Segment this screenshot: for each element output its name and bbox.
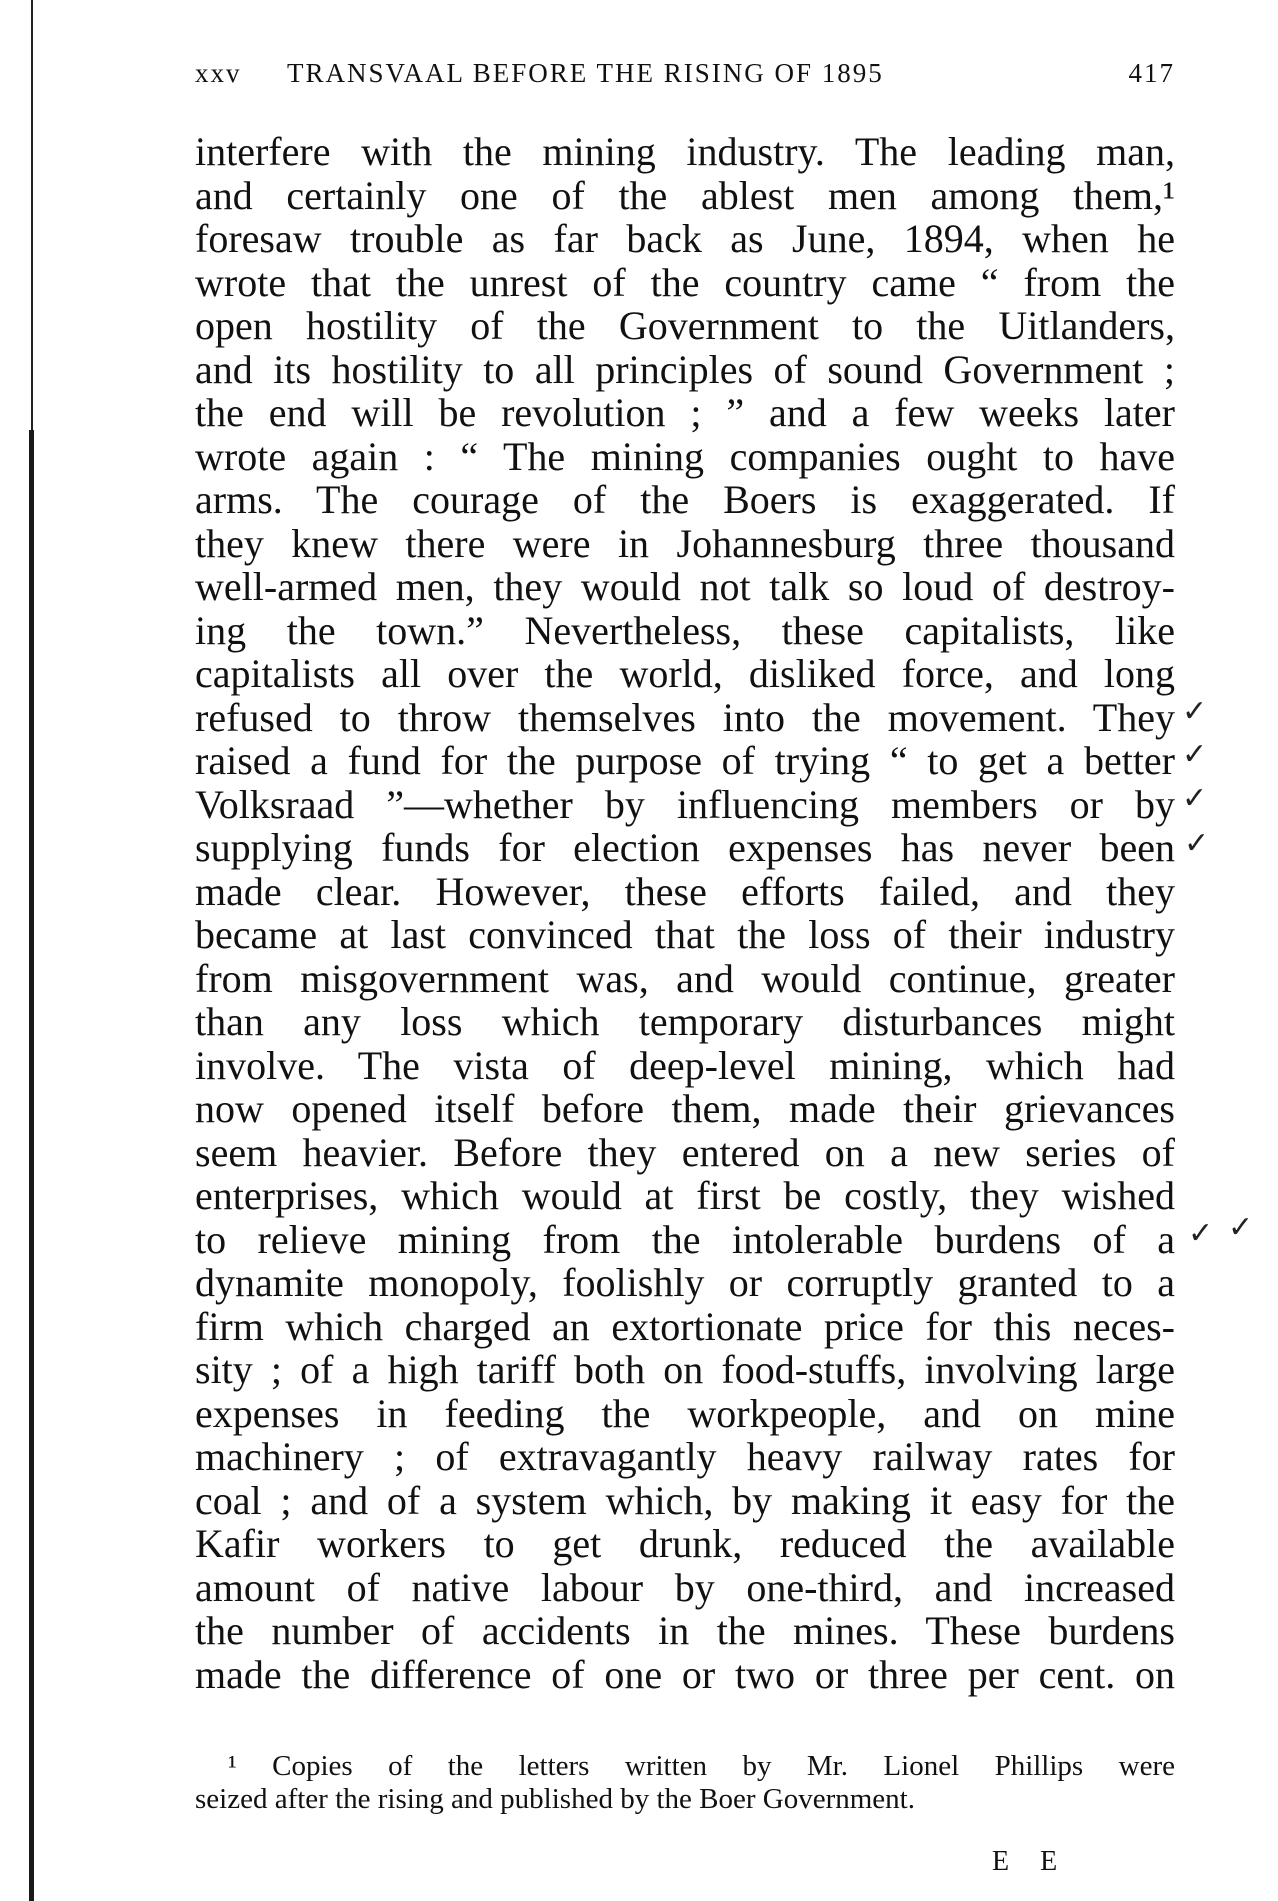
text-line: capitalists all over the world, disliked force, and long [195,651,1175,696]
text-line: now opened itself before them, made their grievances [195,1086,1175,1131]
text-line: and its hostility to all principles of sound Government ; [195,346,1175,392]
margin-check-mark-icon: ✓ [1184,826,1210,861]
text-line: wrote again : “ The mining companies ought to have [195,433,1175,479]
margin-check-mark-icon: ✓ [1182,781,1208,816]
text-line: machinery ; of extravagantly heavy railway rates for [195,1434,1175,1479]
text-line: to relieve mining from the intolerable burdens of a [195,1216,1175,1262]
footnote [195,1750,1175,1816]
text-line: enterprises, which would at first be costly, they wished [195,1173,1175,1218]
text-line: sity ; of a high tariff both on food-stuffs, involving large [195,1347,1175,1392]
text-line: ing the town.” Nevertheless, these capitalists, like [195,607,1175,653]
margin-check-mark-icon: ✓ [1182,737,1208,772]
text-line: seem heavier. Before they entered on a new series of [195,1129,1175,1175]
chapter-number: xxv [195,58,242,88]
body-text [195,130,1175,1696]
text-line: involve. The vista of deep-level mining, which had [195,1042,1175,1088]
text-line: the number of accidents in the mines. These burdens [195,1608,1175,1653]
text-line: interfere with the mining industry. The leading man, [195,129,1175,174]
running-head [195,58,1175,98]
text-line: coal ; and of a system which, by making it easy for the [195,1477,1175,1523]
text-line: well-armed men, they would not talk so loud of destroy- [195,564,1175,609]
text-line: firm which charged an extortionate price for this neces- [195,1303,1175,1349]
signature-mark: E E [992,1846,1070,1877]
text-line: the end will be revolution ; ” and a few weeks later [195,390,1175,435]
text-line: made the difference of one or two or three per cent. on [195,1651,1175,1697]
text-line: Volksraad ”—whether by influencing members or by [195,781,1175,827]
text-line: arms. The courage of the Boers is exaggerated. If [195,477,1175,522]
page-number: 417 [1128,58,1175,88]
text-line: raised a fund for the purpose of trying “ to get a better [195,738,1175,783]
margin-check-mark-icon: ✓ [1228,1210,1254,1245]
text-line: Kafir workers to get drunk, reduced the available [195,1521,1175,1566]
page-spine-shadow [29,430,34,1901]
text-line: expenses in feeding the workpeople, and on mine [195,1390,1175,1436]
text-line: foresaw trouble as far back as June, 1894, when he [195,216,1175,261]
text-line: amount of native labour by one-third, and increased [195,1564,1175,1610]
margin-check-mark-icon: ✓ [1188,1216,1214,1251]
text-line: supplying funds for election expenses has never been [195,825,1175,870]
running-title: TRANSVAAL BEFORE THE RISING OF 1895 [287,58,884,88]
text-line: made clear. However, these efforts failed, and they [195,868,1175,914]
text-line: they knew there were in Johannesburg three thousand [195,520,1175,566]
text-line: and certainly one of the ablest men among them,¹ [195,172,1175,218]
footnote-line: seized after the rising and published by the Boer Government. [195,1783,915,1815]
text-line: dynamite monopoly, foolishly or corruptly granted to a [195,1260,1175,1305]
text-line: from misgovernment was, and would continue, greater [195,955,1175,1001]
text-line: wrote that the unrest of the country came “ from the [195,259,1175,305]
text-line: open hostility of the Government to the Uitlanders, [195,303,1175,348]
text-line: than any loss which temporary disturbances might [195,999,1175,1044]
footnote-line: ¹ Copies of the letters written by Mr. Lionel Phillips were [228,1750,1175,1782]
text-line: refused to throw themselves into the movement. They [195,694,1175,740]
margin-check-mark-icon: ✓ [1182,694,1208,729]
text-line: became at last convinced that the loss of their industry [195,912,1175,957]
